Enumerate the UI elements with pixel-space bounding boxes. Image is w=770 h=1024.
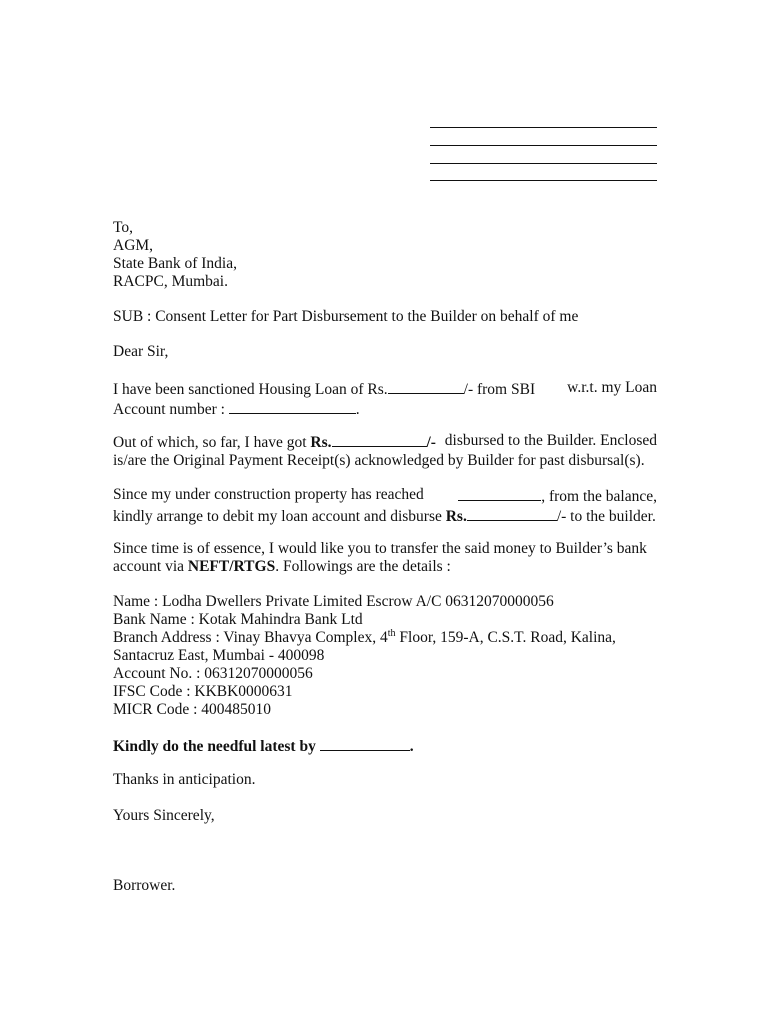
paragraph-line [113,506,657,526]
construction-stage-blank[interactable] [458,486,541,501]
disbursed-text-a [113,432,436,452]
detail-account-no: Account No. : 06312070000056 [113,665,313,682]
subject-text: SUB : Consent Letter for Part Disbursement to the Builder on behalf of me [113,308,579,325]
deadline-date-blank[interactable] [320,736,410,751]
sender-address-line-3[interactable] [430,163,657,164]
deadline-text: Kindly do the needful latest by [113,738,316,755]
construction-text-b [458,486,657,506]
account-number-blank[interactable] [229,399,356,414]
sender-address-line-1[interactable] [430,127,657,128]
detail-name: Name : Lodha Dwellers Private Limited Escrow A/C 06312070000056 [113,593,554,610]
to-label: To, [113,219,134,236]
period: . [355,401,360,418]
transfer-mode: NEFT/RTGS [187,558,276,575]
to-builder-text: /- to the builder. [556,508,656,525]
paragraph-line [113,736,657,756]
paragraph-line [113,379,657,399]
salutation-text: Dear Sir, [113,343,169,360]
debit-text: kindly arrange to debit my loan account and disburse [113,508,442,525]
sender-address-line-2[interactable] [430,145,657,146]
thanks-line [113,771,657,789]
detail-ifsc: IFSC Code : KKBK0000631 [113,683,293,700]
closing-text: Yours Sincerely, [113,807,215,824]
construction-text: Since my under construction property has reached [113,486,424,503]
thanks-text: Thanks in anticipation. [113,771,256,788]
sender-address-line-4[interactable] [430,180,657,181]
paragraph-transfer [113,540,657,576]
subject-line [113,308,657,326]
detail-micr: MICR Code : 400485010 [113,701,272,718]
bank-details [113,593,657,719]
recipient-bank: State Bank of India, [113,255,237,272]
disbursed-amount-blank[interactable] [332,432,427,447]
rs-label: Rs. [310,434,332,451]
details-intro: . Followings are the details : [275,558,451,575]
deadline-period: . [409,738,414,755]
loan-wrt-text: w.r.t. my Loan [567,379,657,396]
paragraph-line [113,399,657,419]
disburse-amount-blank[interactable] [467,506,557,521]
paragraph-line: Since time is of essence, I would like you to transfer the said money to Builder’s bank [113,540,647,557]
deadline-line [113,736,657,756]
loan-text: I have been sanctioned Housing Loan of Rs. [113,381,388,398]
branch-text-a: Branch Address : Vinay Bhavya Complex, 4 [113,629,388,646]
paragraph-line [113,432,657,452]
branch-address-text [113,629,616,647]
detail-bank-name: Bank Name : Kotak Mahindra Bank Ltd [113,611,363,628]
recipient-office: RACPC, Mumbai. [113,273,228,290]
closing-line [113,807,657,825]
account-label: Account number : [113,401,225,418]
rs-suffix: /- [426,434,436,451]
balance-text: , from the balance, [541,488,657,505]
paragraph-construction [113,486,657,526]
account-via-text: account via [113,558,185,575]
detail-branch-address-2: Santacruz East, Mumbai - 400098 [113,647,325,664]
disbursed-text-b: disbursed to the Builder. Enclosed [444,432,657,449]
paragraph-line [113,558,657,576]
paragraph-line: is/are the Original Payment Receipt(s) acknowledged by Builder for past disbursal(s). [113,452,645,469]
detail-branch-address [113,629,657,647]
recipient-address [113,219,657,291]
loan-amount-blank[interactable] [388,379,464,394]
recipient-title: AGM, [113,237,154,254]
branch-text-b: Floor, 159-A, C.S.T. Road, Kalina, [395,629,616,646]
salutation [113,343,657,361]
disbursed-text: Out of which, so far, I have got [113,434,307,451]
paragraph-loan-sanction [113,379,657,419]
signature-line [113,877,657,895]
loan-text-a [113,379,535,399]
paragraph-disbursed [113,432,657,470]
paragraph-line [113,486,657,506]
branch-sup: th [387,628,396,639]
loan-from-text: /- from SBI [463,381,536,398]
rs-label: Rs. [445,508,467,525]
borrower-label: Borrower. [113,877,176,894]
